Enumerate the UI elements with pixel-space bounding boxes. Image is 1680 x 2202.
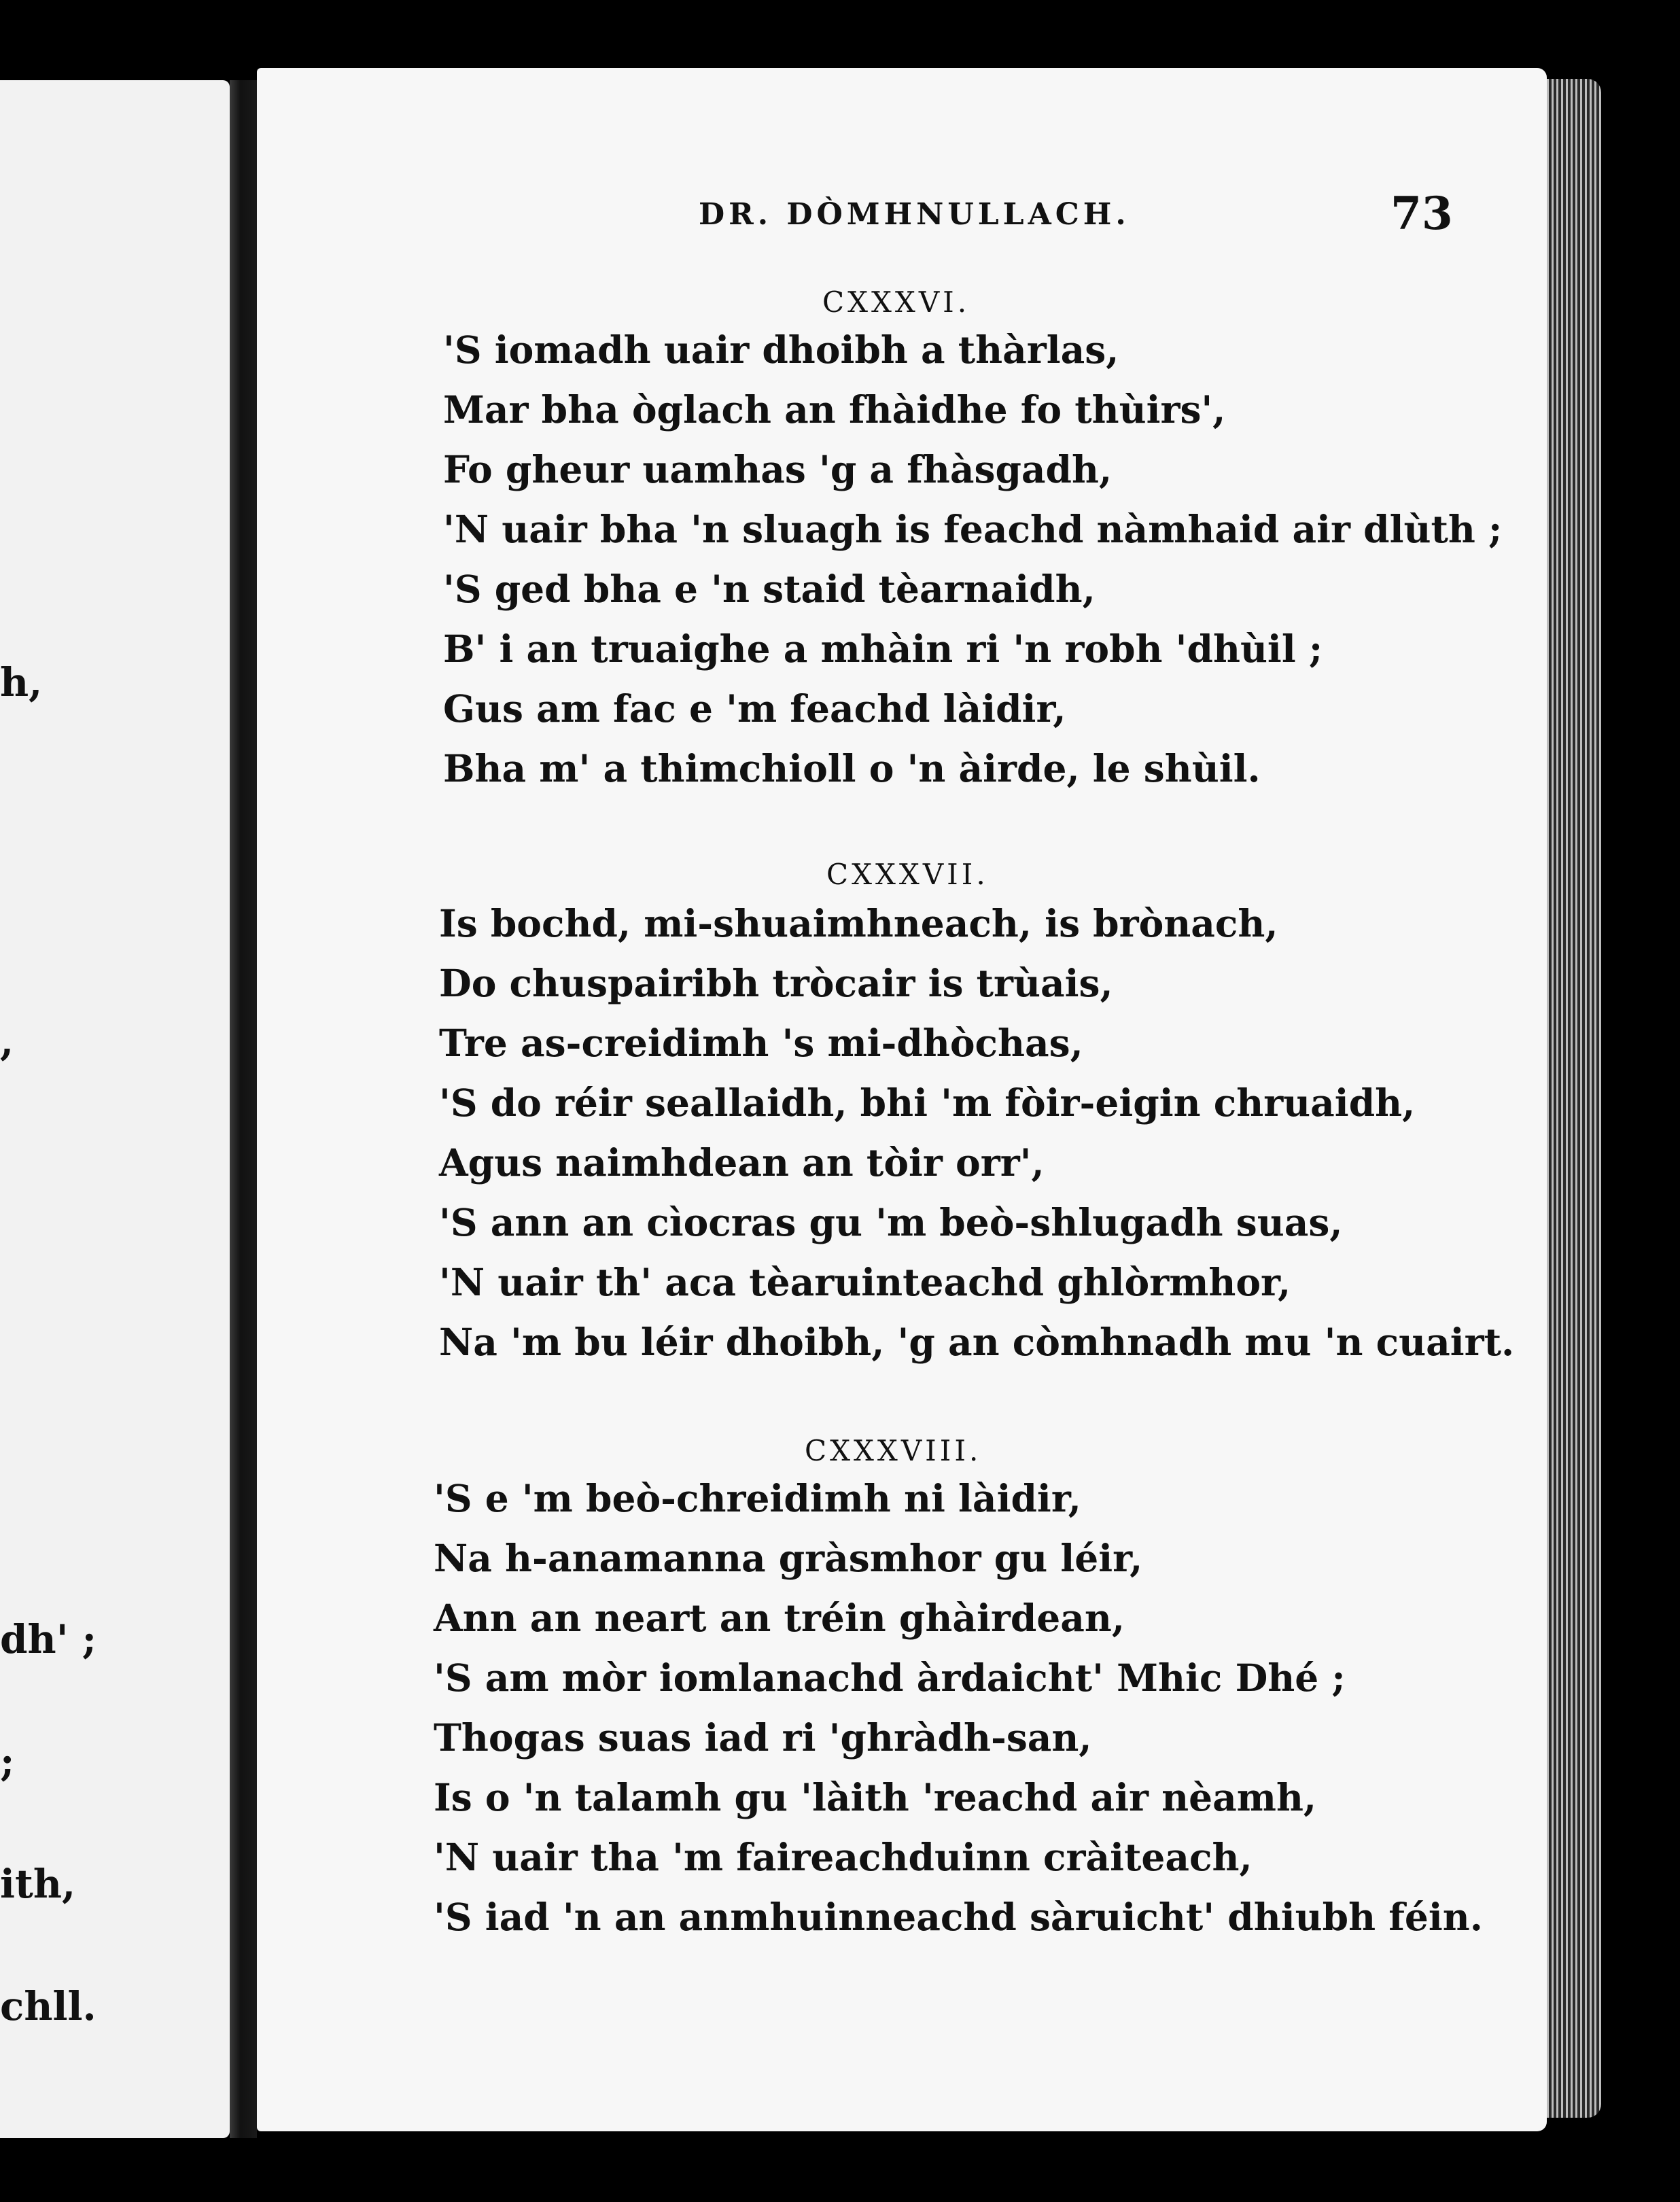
verse-line: 'S do réir seallaidh, bhi 'm fòir-eigin chruaidh, — [439, 1081, 1416, 1125]
verse-line: Bha m' a thimchioll o 'n àirde, le shùil. — [443, 746, 1261, 790]
stanza-number: CXXXVII. — [826, 858, 989, 891]
verse-line: 'N uair bha 'n sluagh is feachd nàmhaid air dlùth ; — [443, 507, 1503, 551]
left-fragment: h, — [0, 659, 43, 705]
left-fragment: , — [0, 1018, 14, 1064]
verse-line: 'S iomadh uair dhoibh a thàrlas, — [443, 328, 1119, 372]
stanza-number: CXXXVI. — [822, 285, 970, 319]
verse-line: 'N uair tha 'm faireachduinn cràiteach, — [434, 1835, 1253, 1879]
left-fragment: ith, — [0, 1861, 76, 1907]
verse-line: Is o 'n talamh gu 'làith 'reachd air nèamh, — [434, 1775, 1317, 1819]
verse-line: Is bochd, mi-shuaimhneach, is brònach, — [439, 901, 1278, 945]
verse-line: 'S ann an cìocras gu 'm beò-shlugadh suas, — [439, 1200, 1343, 1244]
verse-line: Thogas suas iad ri 'ghràdh-san, — [434, 1715, 1092, 1760]
verse-line: 'N uair th' aca tèaruinteachd ghlòrmhor, — [439, 1260, 1291, 1304]
left-fragment: ; — [0, 1738, 15, 1785]
verse-line: Ann an neart an tréin ghàirdean, — [434, 1596, 1125, 1640]
verse-line: Mar bha òglach an fhàidhe fo thùirs', — [443, 387, 1226, 432]
verse-line: 'S ged bha e 'n staid tèarnaidh, — [443, 567, 1096, 611]
left-page — [0, 80, 230, 2138]
verse-line: B' i an truaighe a mhàin ri 'n robh 'dhùil ; — [443, 627, 1323, 671]
page-number: 73 — [1390, 187, 1453, 240]
left-fragment: dh' ; — [0, 1616, 97, 1662]
running-head: DR. DÒMHNULLACH. — [699, 197, 1130, 232]
verse-line: Gus am fac e 'm feachd làidir, — [443, 686, 1066, 731]
page-edges — [1547, 79, 1601, 2118]
verse-line: Na h-anamanna gràsmhor gu léir, — [434, 1536, 1143, 1580]
left-fragment: chll. — [0, 1983, 97, 2029]
verse-line: Agus naimhdean an tòir orr', — [439, 1140, 1045, 1185]
verse-line: Fo gheur uamhas 'g a fhàsgadh, — [443, 447, 1113, 491]
verse-line: Do chuspairibh tròcair is trùais, — [439, 961, 1113, 1005]
verse-line: 'S am mòr iomlanachd àrdaicht' Mhic Dhé ; — [434, 1656, 1346, 1700]
verse-line: Na 'm bu léir dhoibh, 'g an còmhnadh mu 'n cuairt. — [439, 1320, 1515, 1364]
verse-line: Tre as-creidimh 's mi-dhòchas, — [439, 1021, 1083, 1065]
verse-line: 'S e 'm beò-chreidimh ni làidir, — [434, 1476, 1081, 1520]
stanza-number: CXXXVIII. — [805, 1434, 982, 1467]
book-gutter — [230, 80, 257, 2138]
verse-line: 'S iad 'n an anmhuinneachd sàruicht' dhiubh féin. — [434, 1895, 1483, 1939]
